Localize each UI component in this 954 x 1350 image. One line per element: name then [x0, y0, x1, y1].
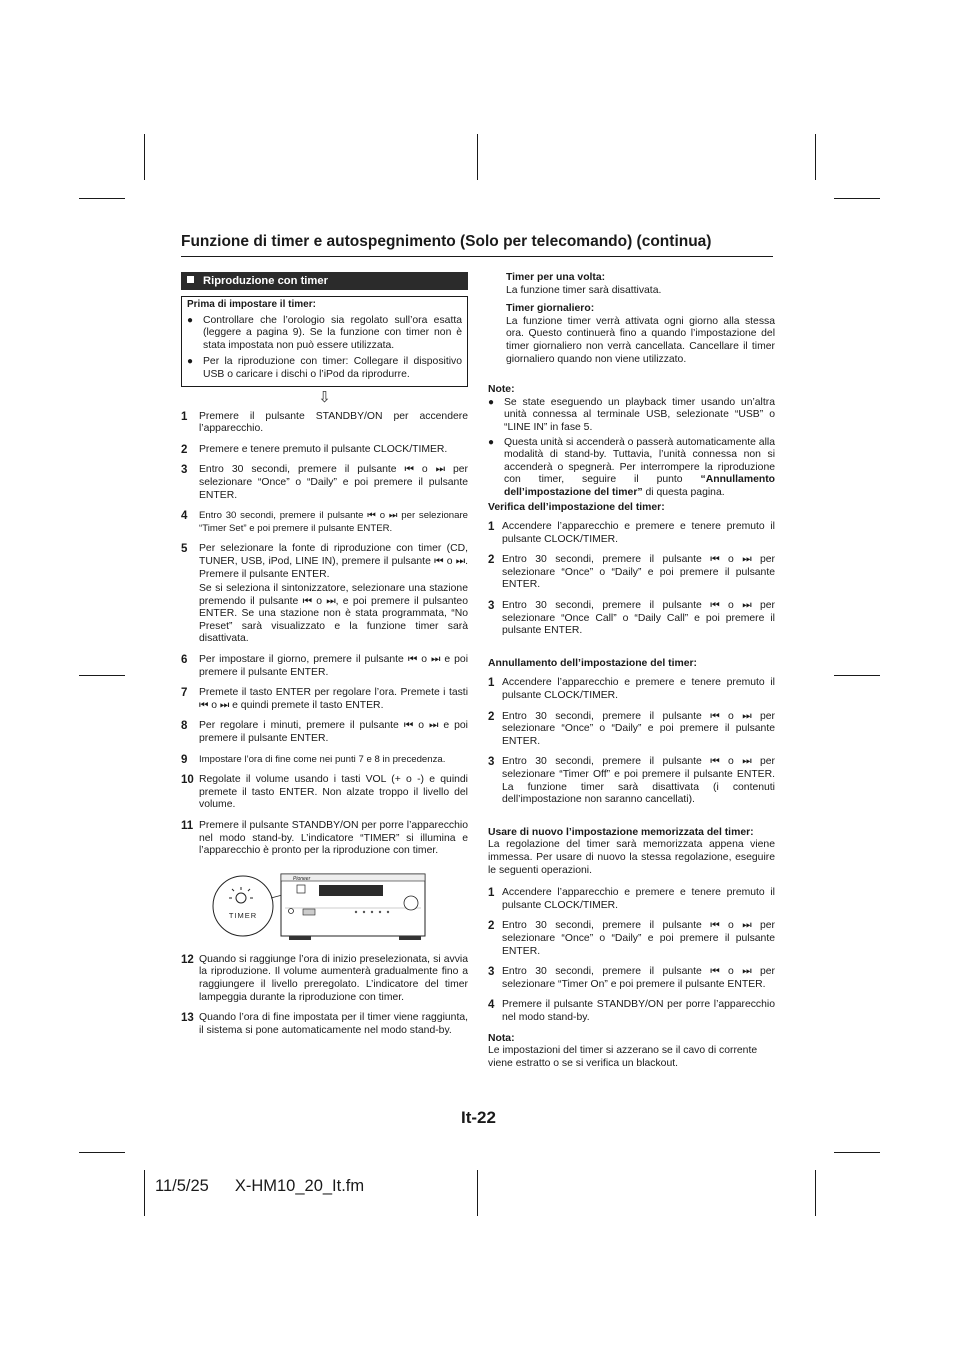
crop-mark [834, 1152, 880, 1153]
step-text: Accendere l’apparecchio e premere e tenere premuto il pulsante CLOCK/TIMER. [502, 677, 775, 702]
stereo-unit-image [209, 868, 427, 942]
timer-daily-title: Timer giornaliero: [506, 303, 595, 315]
step-item [181, 411, 468, 436]
brand-logo: Pioneer [293, 875, 311, 882]
step-item [181, 543, 468, 646]
step-item [181, 820, 468, 858]
step-item [488, 887, 775, 912]
bullet-icon: ● [488, 436, 495, 448]
step-item [181, 510, 468, 535]
step-number: 3 [488, 966, 495, 979]
note-title: Note: [488, 384, 515, 396]
bullet-icon: ● [488, 396, 495, 408]
step-item [181, 954, 468, 1004]
step-number: 10 [181, 774, 194, 787]
step-text: Entro 30 secondi, premere il pulsante ⏮ o ⏭ per selezionare “Timer Off” e poi premere il pulsante ENTER. La funzione timer sarà disattivata (i contenuti dell’impostazione non saranno cancellati). [502, 756, 775, 806]
step-number: 6 [181, 654, 188, 667]
step-number: 1 [488, 887, 495, 900]
step-text: Premere il pulsante STANDBY/ON per porre l’apparecchio nel modo stand-by. L’indicatore “TIMER” si illumina e l’apparecchio è pronto per la riproduzione con timer. [199, 820, 468, 857]
display-panel [319, 885, 383, 896]
step-item [488, 521, 775, 546]
step-text: Per selezionare la fonte di riproduzione con timer (CD, TUNER, USB, iPod, LINE IN), premere il pulsante ⏮ o ⏭. Premere il pulsante ENTER. [199, 543, 468, 580]
step-text: Entro 30 secondi, premere il pulsante ⏮ o ⏭ per selezionare “Timer Set” e poi premere il pulsante ENTER. [199, 510, 468, 534]
note-item-text: Se state eseguendo un playback timer usando un’altra unità connessa al terminale USB, selezionate “USB” o “LINE IN” in fase 5. [504, 396, 775, 433]
step-item [181, 687, 468, 712]
step-number: 12 [181, 953, 194, 966]
crop-mark [834, 675, 880, 676]
timer-indicator-label: TIMER [228, 910, 258, 920]
final-note-title: Nota: [488, 1032, 515, 1044]
step-number: 2 [181, 443, 188, 456]
step-item [488, 920, 775, 958]
step-text: Entro 30 secondi, premere il pulsante ⏮ o ⏭ per selezionare “Timer On” e poi premere il pulsante ENTER. [502, 966, 775, 990]
list-item [488, 397, 775, 435]
cancel-title: Annullamento dell’impostazione del timer: [488, 657, 697, 669]
step-text: Premere il pulsante STANDBY/ON per porre l’apparecchio nel modo stand-by. [502, 999, 775, 1023]
left-column [181, 272, 468, 1045]
step-item [488, 999, 775, 1024]
timer-once-text: La funzione timer sarà disattivata. [506, 284, 662, 296]
crop-mark [815, 1170, 816, 1216]
step-text: Quando si raggiunge l’ora di inizio preselezionata, si avvia la riproduzione. Il volume aumenterà gradualmente fino a raggiungere il livello preregolato. L’indicatore del timer lampeggia durante la riproduzione con timer. [199, 953, 468, 1003]
timer-daily-text: La funzione timer verrà attivata ogni giorno alla stessa ora. Questo continuerà fino a quando l’impostazione del timer giornaliero non verrà cancellata. Cancellare il timer giornaliero quando non viene utilizzato. [506, 315, 775, 365]
prereq-item-text: Controllare che l’orologio sia regolato sull’ora esatta (leggere a pagina 9). Se la funzione con timer non è stata impostata non può essere utilizzata. [203, 314, 462, 351]
arrow-down-icon: ⇩ [318, 388, 331, 406]
step-number: 3 [488, 600, 495, 613]
step-number: 2 [488, 920, 495, 933]
timer-once-block [488, 272, 775, 297]
step-text: Quando l’ora di fine impostata per il timer viene raggiunta, il sistema si pone automaticamente nel modo stand-by. [199, 1012, 468, 1036]
list-item [488, 437, 775, 500]
step-item [488, 677, 775, 702]
step-item [488, 966, 775, 991]
step-item [488, 711, 775, 749]
step-text: Regolate il volume usando i tasti VOL (+ o -) e quindi premete il tasto ENTER. Non alzate troppo il livello del volume. [199, 774, 468, 811]
step-text: Premete il tasto ENTER per regolare l’ora. Premete i tasti ⏮ o ⏭ e quindi premete il tasto ENTER. [199, 687, 468, 711]
step-text: Premere il pulsante STANDBY/ON per accendere l’apparecchio. [199, 410, 468, 435]
prereq-title: Prima di impostare il timer: [187, 299, 316, 310]
step-item [181, 1012, 468, 1037]
bullet-icon: ● [187, 356, 194, 368]
crop-mark [79, 198, 125, 199]
crop-mark [144, 1170, 145, 1216]
step-text: Entro 30 secondi, premere il pulsante ⏮ o ⏭ per selezionare “Once” o “Daily” e poi premere il pulsante ENTER. [502, 554, 775, 591]
step-number: 9 [181, 753, 188, 766]
section-header [181, 272, 468, 290]
step-extra-text: Se si seleziona il sintonizzatore, selezionare una stazione premendo il pulsante ⏮ o ⏭, e poi premere il pulsanteo ENTER. Se una stazione non è stata programmata, “No Preset” sarà visualizzato e la funzione timer sarà disattivata. [199, 583, 468, 645]
step-item [181, 444, 468, 457]
step-number: 2 [488, 710, 495, 723]
step-item [181, 464, 468, 502]
step-number: 4 [488, 999, 495, 1012]
step-text: Entro 30 secondi, premere il pulsante ⏮ o ⏭ per selezionare “Once” o “Daily” e poi premere il pulsante ENTER. [502, 710, 775, 747]
square-icon [187, 276, 194, 283]
page-number: It-22 [461, 1108, 496, 1127]
page-title: Funzione di timer e autospegnimento (Solo per telecomando) (continua) [181, 233, 773, 257]
device-illustration [209, 868, 427, 942]
step-text: Per regolare i minuti, premere il pulsante ⏮ o ⏭ e poi premere il pulsante ENTER. [199, 720, 468, 745]
list-item [187, 315, 462, 353]
step-number: 11 [181, 820, 194, 832]
note-tail-text: di questa pagina. [642, 486, 725, 498]
crop-mark [79, 1152, 125, 1153]
crop-mark [79, 675, 125, 676]
step-number: 7 [181, 687, 188, 700]
prereq-item-text: Per la riproduzione con timer: Collegare il dispositivo USB o caricare i dischi o l’iPod da riprodurre. [203, 356, 462, 380]
list-item [187, 356, 462, 381]
step-text: Impostare l’ora di fine come nei punti 7 e 8 in precedenza. [199, 753, 446, 765]
step-number: 1 [488, 521, 495, 534]
step-number: 13 [181, 1012, 194, 1025]
step-item [181, 774, 468, 812]
final-note-text: Le impostazioni del timer si azzerano se il cavo di corrente viene estratto o se si verifica un blackout. [488, 1045, 758, 1069]
step-text: Entro 30 secondi, premere il pulsante ⏮ o ⏭ per selezionare “Once” o “Daily” e poi premere il pulsante ENTER. [502, 920, 775, 957]
timer-daily-block [488, 303, 775, 366]
step-text: Per impostare il giorno, premere il pulsante ⏮ o ⏭ e poi premere il pulsante ENTER. [199, 654, 468, 678]
volume-knob [404, 896, 418, 910]
section-title: Riproduzione con timer [203, 275, 328, 287]
step-text: Accendere l’apparecchio e premere e tenere premuto il pulsante CLOCK/TIMER. [502, 521, 775, 545]
note-item-text: Questa unità si accenderà o passerà automaticamente alla modalità di stand-by. Tuttavia, l’unità connessa non si accenderà o spegnerà. Per interrompere la riproduzione con timer, seguire il punto [504, 436, 775, 486]
step-text: Entro 30 secondi, premere il pulsante ⏮ o ⏭ per selezionare “Once Call” o “Daily Call” e poi premere il pulsante ENTER. [502, 600, 775, 637]
step-item [181, 754, 468, 767]
footer-file: X-HM10_20_It.fm [234, 1177, 365, 1195]
crop-mark [477, 1170, 478, 1216]
verify-title: Verifica dell’impostazione del timer: [488, 501, 665, 513]
crop-mark [477, 134, 478, 180]
step-text: Entro 30 secondi, premere il pulsante ⏮ o ⏭ per selezionare “Once” o “Daily” e poi premere il pulsante ENTER. [199, 464, 468, 501]
step-text: Accendere l’apparecchio e premere e tenere premuto il pulsante CLOCK/TIMER. [502, 887, 775, 911]
step-item [488, 554, 775, 592]
step-number: 8 [181, 720, 188, 733]
step-text: Premere e tenere premuto il pulsante CLOCK/TIMER. [199, 443, 448, 455]
step-number: 2 [488, 554, 495, 567]
crop-mark [834, 198, 880, 199]
crop-mark [144, 134, 145, 180]
reuse-intro: La regolazione del timer sarà memorizzata appena viene immessa. Per usare di nuovo la stessa regolazione, eseguire le seguenti operazioni. [488, 839, 775, 876]
footer-date: 11/5/25 [155, 1177, 209, 1195]
bullet-icon: ● [187, 314, 194, 326]
step-number: 3 [488, 756, 495, 769]
step-item [181, 654, 468, 679]
crop-mark [815, 134, 816, 180]
print-footer [155, 1177, 364, 1196]
right-column [488, 272, 775, 1070]
disc-slot [303, 909, 315, 915]
step-number: 1 [181, 410, 188, 423]
step-number: 5 [181, 543, 188, 556]
note-bold-ref: “Annullamento dell’impostazione del timer” [504, 474, 775, 498]
step-number: 1 [488, 677, 495, 690]
step-item [488, 600, 775, 638]
prereq-box [181, 296, 468, 387]
step-item [488, 756, 775, 806]
reuse-title: Usare di nuovo l’impostazione memorizzata del timer: [488, 826, 754, 838]
step-item [181, 720, 468, 745]
timer-once-title: Timer per una volta: [506, 272, 606, 283]
step-number: 4 [181, 510, 188, 523]
step-number: 3 [181, 464, 188, 477]
